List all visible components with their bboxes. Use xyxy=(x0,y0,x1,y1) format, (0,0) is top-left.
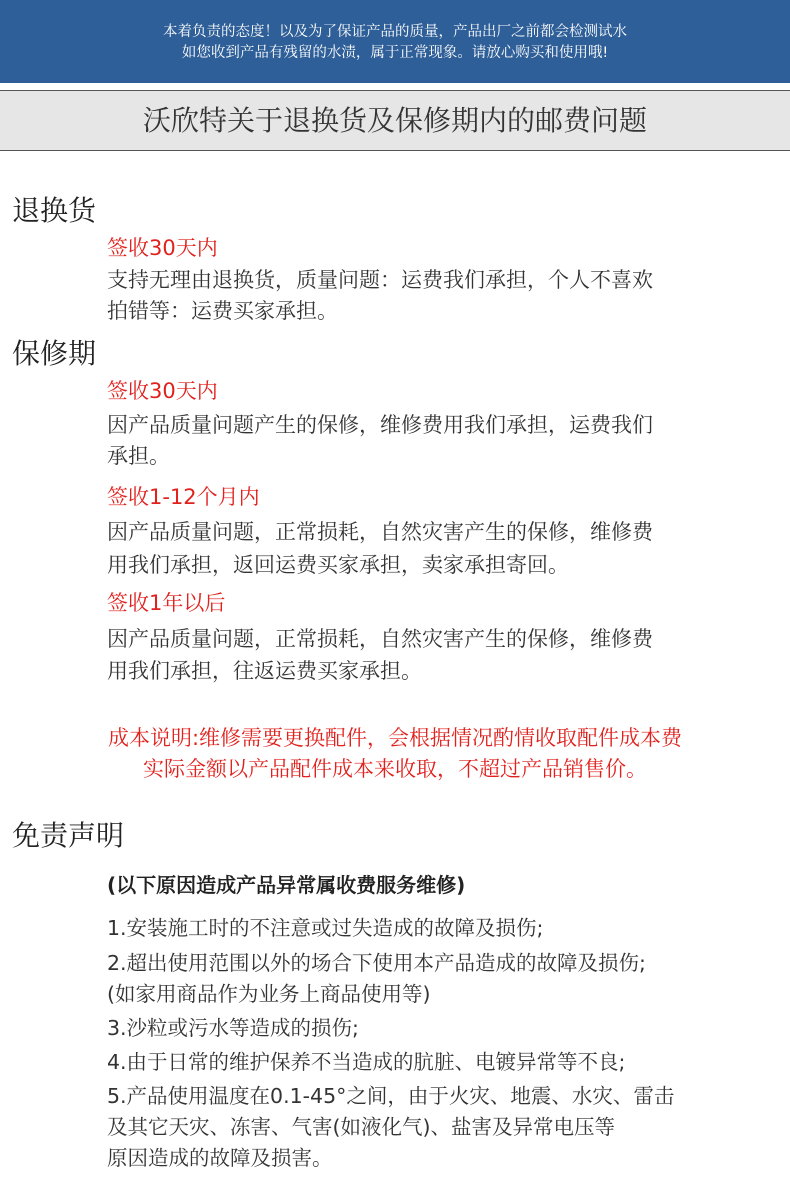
disclaimer-item: 3.沙粒或污水等造成的损伤; xyxy=(107,1016,359,1040)
warranty-sub-3: 签收1年以后 xyxy=(107,591,226,615)
cost-note-line-1: 成本说明:维修需要更换配件，会根据情况酌情收取配件成本费 xyxy=(107,726,683,750)
warranty-sub-1: 签收30天内 xyxy=(107,379,218,403)
disclaimer-heading: 免责声明 xyxy=(12,819,125,852)
disclaimer-item: (如家用商品作为业务上商品使用等) xyxy=(107,982,431,1006)
disclaimer-item: 5.产品使用温度在0.1-45°之间，由于火灾、地震、水灾、雷击 xyxy=(107,1084,675,1108)
banner-line-2: 如您收到产品有残留的水渍，属于正常现象。请放心购买和使用哦! xyxy=(181,45,609,61)
disclaimer-item: 原因造成的故障及损害。 xyxy=(107,1146,333,1170)
top-banner xyxy=(0,0,790,83)
cost-note-line-2: 实际金额以产品配件成本来收取，不超过产品销售价。 xyxy=(143,757,647,781)
returns-sub: 签收30天内 xyxy=(107,236,218,260)
disclaimer-item: 4.由于日常的维护保养不当造成的肮脏、电镀异常等不良; xyxy=(107,1050,626,1074)
warranty-text-1-line-2: 承担。 xyxy=(107,444,170,468)
warranty-text-3-line-1: 因产品质量问题，正常损耗，自然灾害产生的保修，维修费 xyxy=(107,627,653,651)
warranty-text-2-line-1: 因产品质量问题，正常损耗，自然灾害产生的保修，维修费 xyxy=(107,520,653,544)
disclaimer-item: 及其它天灾、冻害、气害(如液化气)、盐害及异常电压等 xyxy=(107,1115,615,1139)
warranty-sub-2: 签收1-12个月内 xyxy=(107,485,260,509)
warranty-text-1-line-1: 因产品质量问题产生的保修，维修费用我们承担，运费我们 xyxy=(107,413,653,437)
returns-text-line-2: 拍错等：运费买家承担。 xyxy=(107,299,338,323)
returns-text-line-1: 支持无理由退换货，质量问题：运费我们承担，个人不喜欢 xyxy=(107,268,653,292)
disclaimer-subheading: (以下原因造成产品异常属收费服务维修) xyxy=(107,873,466,897)
banner-line-1: 本着负责的态度！以及为了保证产品的质量，产品出厂之前都会检测试水 xyxy=(163,24,627,40)
disclaimer-item: 1.安装施工时的不注意或过失造成的故障及损伤; xyxy=(107,916,544,940)
warranty-heading: 保修期 xyxy=(12,337,97,370)
page-title: 沃欣特关于退换货及保修期内的邮费问题 xyxy=(0,90,790,151)
warranty-text-3-line-2: 用我们承担，往返运费买家承担。 xyxy=(107,659,422,683)
returns-heading: 退换货 xyxy=(12,194,97,227)
warranty-text-2-line-2: 用我们承担，返回运费买家承担，卖家承担寄回。 xyxy=(107,553,569,577)
disclaimer-item: 2.超出使用范围以外的场合下使用本产品造成的故障及损伤; xyxy=(107,951,646,975)
